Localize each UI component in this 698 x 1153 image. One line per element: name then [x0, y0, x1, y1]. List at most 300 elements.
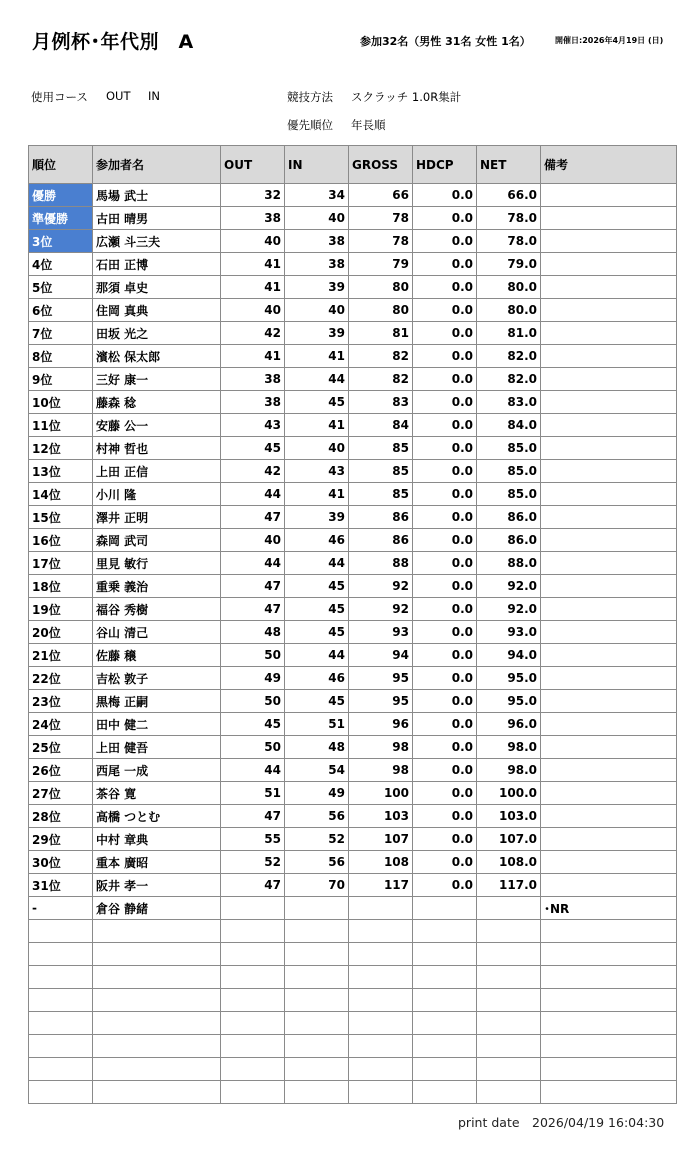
table-row	[29, 736, 677, 759]
cell-in: 39	[285, 276, 349, 299]
col-header-gross: GROSS	[349, 146, 413, 184]
cell-note	[541, 253, 677, 276]
cell-note	[541, 345, 677, 368]
cell-gross: 81	[349, 322, 413, 345]
empty-cell	[93, 1081, 221, 1104]
cell-gross: 94	[349, 644, 413, 667]
cell-note	[541, 460, 677, 483]
empty-cell	[541, 1012, 677, 1035]
cell-name: 上田 健吾	[93, 736, 221, 759]
cell-gross: 80	[349, 299, 413, 322]
table-row	[29, 667, 677, 690]
method-value: スクラッチ 1.0R集計	[351, 90, 462, 104]
empty-cell	[221, 1081, 285, 1104]
empty-cell	[541, 966, 677, 989]
cell-hdcp: 0.0	[413, 253, 477, 276]
cell-out: 50	[221, 690, 285, 713]
cell-rank: 9位	[29, 368, 93, 391]
cell-note	[541, 483, 677, 506]
cell-out: 52	[221, 851, 285, 874]
empty-cell	[541, 989, 677, 1012]
cell-note	[541, 644, 677, 667]
cell-rank: 26位	[29, 759, 93, 782]
cell-net: 86.0	[477, 529, 541, 552]
empty-cell	[93, 920, 221, 943]
cell-name: 吉松 敦子	[93, 667, 221, 690]
cell-in: 44	[285, 368, 349, 391]
cell-rank: 22位	[29, 667, 93, 690]
cell-out: 47	[221, 506, 285, 529]
cell-hdcp: 0.0	[413, 460, 477, 483]
table-row	[29, 483, 677, 506]
cell-out: 38	[221, 207, 285, 230]
cell-out: 38	[221, 391, 285, 414]
cell-out	[221, 897, 285, 920]
cell-out: 44	[221, 483, 285, 506]
table-row	[29, 529, 677, 552]
cell-net: 86.0	[477, 506, 541, 529]
table-row	[29, 575, 677, 598]
cell-hdcp: 0.0	[413, 782, 477, 805]
cell-gross: 92	[349, 598, 413, 621]
cell-net: 82.0	[477, 368, 541, 391]
cell-gross: 82	[349, 368, 413, 391]
table-row	[29, 345, 677, 368]
empty-cell	[29, 1035, 93, 1058]
empty-row	[29, 920, 677, 943]
empty-row	[29, 1081, 677, 1104]
cell-out: 41	[221, 276, 285, 299]
empty-row	[29, 1058, 677, 1081]
cell-gross: 84	[349, 414, 413, 437]
cell-out: 41	[221, 253, 285, 276]
empty-cell	[541, 1035, 677, 1058]
cell-hdcp: 0.0	[413, 828, 477, 851]
cell-out: 50	[221, 644, 285, 667]
empty-cell	[349, 1081, 413, 1104]
empty-cell	[221, 920, 285, 943]
col-header-rank: 順位	[29, 146, 93, 184]
empty-cell	[477, 1058, 541, 1081]
cell-in: 48	[285, 736, 349, 759]
cell-note	[541, 276, 677, 299]
cell-gross: 85	[349, 460, 413, 483]
col-header-name: 参加者名	[93, 146, 221, 184]
cell-hdcp: 0.0	[413, 552, 477, 575]
empty-cell	[541, 920, 677, 943]
cell-name: 古田 晴男	[93, 207, 221, 230]
cell-in: 39	[285, 322, 349, 345]
cell-name: 田中 健二	[93, 713, 221, 736]
cell-in: 43	[285, 460, 349, 483]
empty-cell	[349, 989, 413, 1012]
cell-out: 49	[221, 667, 285, 690]
cell-hdcp: 0.0	[413, 368, 477, 391]
cell-in: 45	[285, 575, 349, 598]
cell-rank: 12位	[29, 437, 93, 460]
cell-note	[541, 299, 677, 322]
cell-rank: 16位	[29, 529, 93, 552]
empty-cell	[221, 1012, 285, 1035]
cell-net: 93.0	[477, 621, 541, 644]
page-title: 月例杯･年代別 A	[32, 31, 194, 53]
cell-net: 85.0	[477, 437, 541, 460]
empty-cell	[221, 1058, 285, 1081]
empty-cell	[29, 943, 93, 966]
cell-net: 88.0	[477, 552, 541, 575]
cell-net: 95.0	[477, 690, 541, 713]
cell-in	[285, 897, 349, 920]
cell-note	[541, 805, 677, 828]
cell-rank: 11位	[29, 414, 93, 437]
cell-net: 81.0	[477, 322, 541, 345]
empty-cell	[285, 920, 349, 943]
empty-cell	[477, 943, 541, 966]
cell-net: 98.0	[477, 736, 541, 759]
cell-name: 住岡 真典	[93, 299, 221, 322]
cell-out: 38	[221, 368, 285, 391]
cell-net: 100.0	[477, 782, 541, 805]
table-row	[29, 874, 677, 897]
cell-hdcp: 0.0	[413, 276, 477, 299]
cell-hdcp: 0.0	[413, 874, 477, 897]
cell-in: 45	[285, 391, 349, 414]
cell-note	[541, 598, 677, 621]
cell-out: 55	[221, 828, 285, 851]
cell-name: 上田 正信	[93, 460, 221, 483]
cell-name: 石田 正博	[93, 253, 221, 276]
empty-row	[29, 943, 677, 966]
cell-out: 45	[221, 713, 285, 736]
cell-name: 高橋 つとむ	[93, 805, 221, 828]
cell-note	[541, 782, 677, 805]
cell-rank: 7位	[29, 322, 93, 345]
cell-note	[541, 874, 677, 897]
empty-cell	[29, 920, 93, 943]
cell-note	[541, 667, 677, 690]
table-row	[29, 460, 677, 483]
cell-note	[541, 207, 677, 230]
cell-hdcp: 0.0	[413, 805, 477, 828]
cell-rank: 13位	[29, 460, 93, 483]
empty-cell	[349, 943, 413, 966]
cell-hdcp: 0.0	[413, 322, 477, 345]
cell-hdcp: 0.0	[413, 391, 477, 414]
empty-cell	[413, 989, 477, 1012]
cell-note	[541, 391, 677, 414]
table-row	[29, 207, 677, 230]
cell-net: 95.0	[477, 667, 541, 690]
cell-net: 107.0	[477, 828, 541, 851]
cell-in: 34	[285, 184, 349, 207]
cell-gross: 83	[349, 391, 413, 414]
cell-gross: 107	[349, 828, 413, 851]
cell-net	[477, 897, 541, 920]
cell-in: 45	[285, 621, 349, 644]
cell-note	[541, 759, 677, 782]
cell-hdcp: 0.0	[413, 483, 477, 506]
cell-net: 84.0	[477, 414, 541, 437]
cell-in: 49	[285, 782, 349, 805]
cell-net: 96.0	[477, 713, 541, 736]
empty-cell	[93, 989, 221, 1012]
cell-rank: 14位	[29, 483, 93, 506]
cell-hdcp: 0.0	[413, 621, 477, 644]
empty-cell	[221, 989, 285, 1012]
cell-net: 79.0	[477, 253, 541, 276]
cell-net: 92.0	[477, 575, 541, 598]
empty-cell	[29, 989, 93, 1012]
cell-rank: 18位	[29, 575, 93, 598]
cell-name: 西尾 一成	[93, 759, 221, 782]
cell-note	[541, 736, 677, 759]
cell-net: 78.0	[477, 230, 541, 253]
empty-cell	[221, 1035, 285, 1058]
cell-rank: 20位	[29, 621, 93, 644]
cell-name: 佐藤 穣	[93, 644, 221, 667]
table-row	[29, 552, 677, 575]
table-row	[29, 276, 677, 299]
cell-in: 38	[285, 253, 349, 276]
cell-note	[541, 368, 677, 391]
empty-cell	[349, 1058, 413, 1081]
cell-in: 40	[285, 437, 349, 460]
empty-cell	[413, 1012, 477, 1035]
course-in: IN	[148, 89, 160, 103]
empty-cell	[541, 1081, 677, 1104]
cell-out: 47	[221, 598, 285, 621]
cell-rank: 24位	[29, 713, 93, 736]
cell-gross: 79	[349, 253, 413, 276]
cell-name: 村神 哲也	[93, 437, 221, 460]
cell-rank: 29位	[29, 828, 93, 851]
empty-row	[29, 989, 677, 1012]
cell-rank: 30位	[29, 851, 93, 874]
cell-rank: 8位	[29, 345, 93, 368]
empty-cell	[285, 943, 349, 966]
cell-out: 44	[221, 759, 285, 782]
cell-rank: 4位	[29, 253, 93, 276]
cell-in: 54	[285, 759, 349, 782]
empty-cell	[93, 943, 221, 966]
cell-rank: 21位	[29, 644, 93, 667]
cell-name: 小川 隆	[93, 483, 221, 506]
cell-hdcp: 0.0	[413, 690, 477, 713]
cell-name: 倉谷 静緒	[93, 897, 221, 920]
priority-value: 年長順	[351, 118, 386, 132]
cell-in: 56	[285, 851, 349, 874]
cell-note	[541, 414, 677, 437]
cell-in: 45	[285, 690, 349, 713]
results-table	[28, 145, 677, 1104]
course-label: 使用コース	[31, 90, 88, 104]
cell-name: 谷山 清己	[93, 621, 221, 644]
table-row	[29, 184, 677, 207]
col-header-in: IN	[285, 146, 349, 184]
cell-name: 三好 康一	[93, 368, 221, 391]
cell-note	[541, 437, 677, 460]
table-row	[29, 621, 677, 644]
empty-cell	[349, 1035, 413, 1058]
cell-in: 51	[285, 713, 349, 736]
cell-name: 広瀬 斗三夫	[93, 230, 221, 253]
cell-net: 103.0	[477, 805, 541, 828]
empty-cell	[93, 1058, 221, 1081]
empty-cell	[349, 920, 413, 943]
cell-rank: 6位	[29, 299, 93, 322]
course-out: OUT	[106, 89, 131, 103]
col-header-out: OUT	[221, 146, 285, 184]
cell-name: 那須 卓史	[93, 276, 221, 299]
cell-in: 41	[285, 414, 349, 437]
held-date: 開催日:2026年4月19日 (日)	[555, 36, 664, 45]
cell-in: 39	[285, 506, 349, 529]
empty-row	[29, 1035, 677, 1058]
cell-name: 馬場 武士	[93, 184, 221, 207]
cell-hdcp: 0.0	[413, 713, 477, 736]
cell-note	[541, 506, 677, 529]
cell-name: 森岡 武司	[93, 529, 221, 552]
cell-rank: 優勝	[29, 184, 93, 207]
cell-net: 117.0	[477, 874, 541, 897]
cell-hdcp: 0.0	[413, 414, 477, 437]
empty-cell	[285, 1012, 349, 1035]
empty-cell	[93, 966, 221, 989]
empty-cell	[413, 1058, 477, 1081]
empty-cell	[93, 1012, 221, 1035]
cell-gross: 117	[349, 874, 413, 897]
cell-in: 45	[285, 598, 349, 621]
empty-cell	[541, 943, 677, 966]
cell-note	[541, 713, 677, 736]
cell-hdcp: 0.0	[413, 759, 477, 782]
cell-note	[541, 184, 677, 207]
cell-out: 32	[221, 184, 285, 207]
cell-name: 田坂 光之	[93, 322, 221, 345]
table-row	[29, 322, 677, 345]
empty-cell	[29, 1081, 93, 1104]
cell-out: 47	[221, 874, 285, 897]
cell-rank: 28位	[29, 805, 93, 828]
col-header-net: NET	[477, 146, 541, 184]
cell-hdcp: 0.0	[413, 184, 477, 207]
cell-name: 藤森 稔	[93, 391, 221, 414]
cell-hdcp: 0.0	[413, 506, 477, 529]
empty-cell	[285, 1058, 349, 1081]
cell-gross: 85	[349, 483, 413, 506]
print-date: print date 2026/04/19 16:04:30	[458, 1115, 665, 1130]
cell-in: 46	[285, 667, 349, 690]
table-row	[29, 506, 677, 529]
cell-name: 黒梅 正嗣	[93, 690, 221, 713]
table-row	[29, 253, 677, 276]
cell-net: 92.0	[477, 598, 541, 621]
table-row	[29, 644, 677, 667]
empty-cell	[541, 1058, 677, 1081]
cell-out: 48	[221, 621, 285, 644]
empty-cell	[221, 966, 285, 989]
cell-gross: 80	[349, 276, 413, 299]
table-row	[29, 391, 677, 414]
cell-rank: 25位	[29, 736, 93, 759]
cell-net: 80.0	[477, 299, 541, 322]
cell-gross: 86	[349, 529, 413, 552]
empty-cell	[413, 1081, 477, 1104]
cell-name: 重本 廣昭	[93, 851, 221, 874]
table-row	[29, 828, 677, 851]
cell-out: 47	[221, 575, 285, 598]
cell-name: 里見 敏行	[93, 552, 221, 575]
cell-gross: 98	[349, 736, 413, 759]
cell-hdcp	[413, 897, 477, 920]
cell-note: ･NR	[541, 897, 677, 920]
empty-cell	[477, 1081, 541, 1104]
cell-gross: 78	[349, 230, 413, 253]
cell-name: 澤井 正明	[93, 506, 221, 529]
table-row	[29, 782, 677, 805]
priority-label: 優先順位	[287, 118, 333, 132]
cell-name: 濱松 保太郎	[93, 345, 221, 368]
empty-cell	[285, 1081, 349, 1104]
empty-cell	[413, 920, 477, 943]
cell-note	[541, 690, 677, 713]
cell-hdcp: 0.0	[413, 575, 477, 598]
cell-rank: 3位	[29, 230, 93, 253]
cell-in: 56	[285, 805, 349, 828]
cell-in: 44	[285, 644, 349, 667]
cell-hdcp: 0.0	[413, 736, 477, 759]
cell-note	[541, 322, 677, 345]
cell-name: 中村 章典	[93, 828, 221, 851]
cell-note	[541, 529, 677, 552]
cell-gross: 108	[349, 851, 413, 874]
cell-net: 85.0	[477, 483, 541, 506]
col-header-hdcp: HDCP	[413, 146, 477, 184]
cell-gross: 95	[349, 690, 413, 713]
cell-net: 98.0	[477, 759, 541, 782]
cell-note	[541, 230, 677, 253]
empty-cell	[477, 1035, 541, 1058]
cell-gross: 95	[349, 667, 413, 690]
cell-in: 41	[285, 345, 349, 368]
cell-gross: 93	[349, 621, 413, 644]
cell-hdcp: 0.0	[413, 529, 477, 552]
cell-net: 85.0	[477, 460, 541, 483]
cell-net: 82.0	[477, 345, 541, 368]
cell-out: 40	[221, 230, 285, 253]
table-row	[29, 713, 677, 736]
cell-rank: 10位	[29, 391, 93, 414]
cell-out: 50	[221, 736, 285, 759]
cell-rank: 23位	[29, 690, 93, 713]
cell-name: 阪井 孝一	[93, 874, 221, 897]
cell-note	[541, 621, 677, 644]
cell-note	[541, 851, 677, 874]
cell-gross: 78	[349, 207, 413, 230]
cell-out: 43	[221, 414, 285, 437]
cell-gross: 86	[349, 506, 413, 529]
table-row	[29, 805, 677, 828]
empty-cell	[477, 989, 541, 1012]
table-row	[29, 230, 677, 253]
cell-gross: 98	[349, 759, 413, 782]
cell-net: 108.0	[477, 851, 541, 874]
cell-name: 茶谷 寛	[93, 782, 221, 805]
cell-out: 42	[221, 322, 285, 345]
empty-cell	[477, 920, 541, 943]
cell-gross: 100	[349, 782, 413, 805]
table-row	[29, 690, 677, 713]
